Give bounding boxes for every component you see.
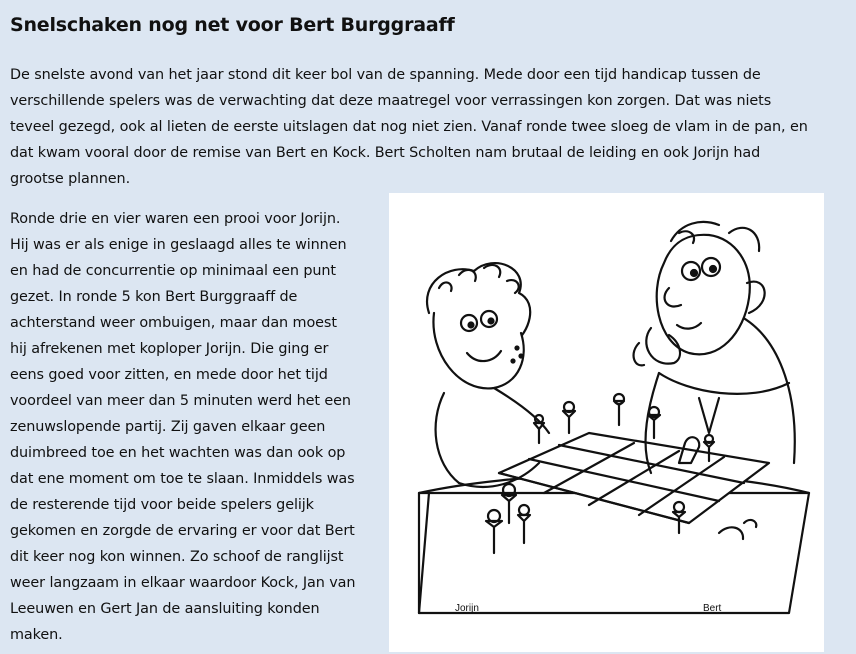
body-paragraph xyxy=(10,206,382,648)
body-line: voordeel van meer dan 5 minuten werd het een xyxy=(10,393,351,409)
player-label-right: Bert xyxy=(703,603,722,614)
cartoon-drawing xyxy=(389,193,824,652)
body-line: en had de concurrentie op minimaal een punt xyxy=(10,263,336,279)
body-line: zenuwslopende partij. Zij gaven elkaar geen xyxy=(10,419,326,435)
body-line: weer langzaam in elkaar waardoor Kock, Jan van xyxy=(10,575,356,591)
body-line: dit keer nog kon winnen. Zo schoof de ranglijst xyxy=(10,549,344,565)
intro-line: teveel gezegd, ook al lieten de eerste uitslagen dat nog niet zien. Vanaf ronde twee sloeg de vlam in de pan, en xyxy=(10,119,808,135)
article-title: Snelschaken nog net voor Bert Burggraaff xyxy=(10,14,455,36)
intro-line: De snelste avond van het jaar stond dit keer bol van de spanning. Mede door een tijd handicap tussen de xyxy=(10,67,761,83)
body-line: gekomen en zorgde de ervaring er voor dat Bert xyxy=(10,523,355,539)
intro-paragraph xyxy=(10,62,846,192)
body-line: dat ene moment om toe te slaan. Inmiddels was xyxy=(10,471,355,487)
chess-cartoon-illustration xyxy=(389,193,824,652)
body-line: maken. xyxy=(10,627,63,643)
body-line: de resterende tijd voor beide spelers gelijk xyxy=(10,497,314,513)
body-line: Hij was er als enige in geslaagd alles te winnen xyxy=(10,237,347,253)
body-line: gezet. In ronde 5 kon Bert Burggraaff de xyxy=(10,289,298,305)
intro-line: grootse plannen. xyxy=(10,171,131,187)
body-line: eens goed voor zitten, en mede door het tijd xyxy=(10,367,328,383)
player-label-left: Jorijn xyxy=(455,603,479,614)
intro-line: dat kwam vooral door de remise van Bert en Kock. Bert Scholten nam brutaal de leiding en ook Jorijn had xyxy=(10,145,761,161)
intro-line: verschillende spelers was de verwachting dat deze maatregel voor verrassingen kon zorgen. Dat was niets xyxy=(10,93,772,109)
body-line: Ronde drie en vier waren een prooi voor Jorijn. xyxy=(10,211,341,227)
body-line: achterstand weer ombuigen, maar dan moest xyxy=(10,315,337,331)
body-line: Leeuwen en Gert Jan de aansluiting konden xyxy=(10,601,320,617)
body-line: duimbreed toe en het wachten was dan ook op xyxy=(10,445,346,461)
body-line: hij afrekenen met koploper Jorijn. Die ging er xyxy=(10,341,329,357)
